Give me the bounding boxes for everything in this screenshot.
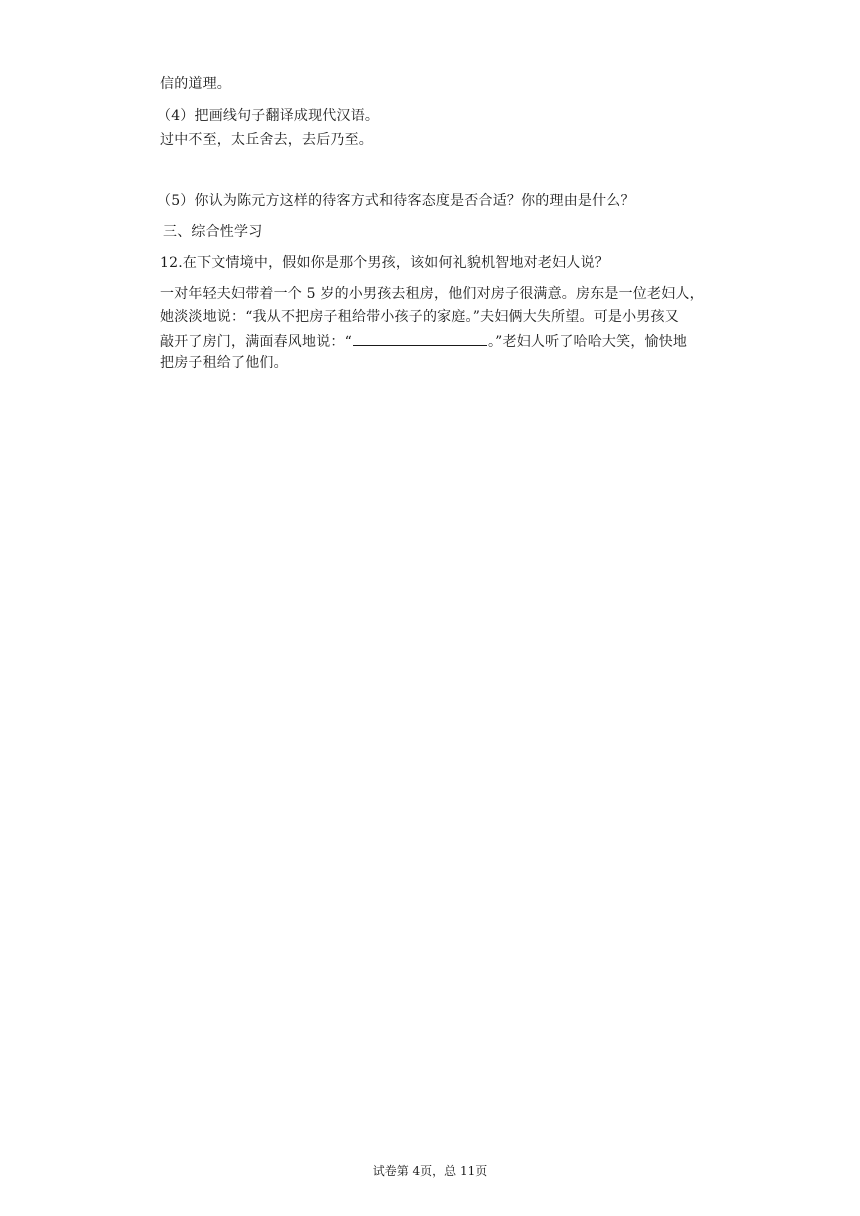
paragraph-line-1: 一对年轻夫妇带着一个 5 岁的小男孩去租房，他们对房子很满意。房东是一位老妇人，	[160, 286, 704, 302]
answer-blank[interactable]	[353, 331, 487, 346]
paragraph-line-3-after: 。”老妇人听了哈哈大笑，愉快地	[487, 334, 688, 350]
question-4-sentence: 过中不至，太丘舍去，去后乃至。	[160, 132, 373, 148]
paragraph-line-4: 把房子租给了他们。	[160, 355, 288, 371]
question-4: （4）把画线句子翻译成现代汉语。	[157, 108, 380, 124]
paragraph-line-3	[160, 331, 687, 351]
paragraph-line-2: 她淡淡地说：“我从不把房子租给带小孩子的家庭。”夫妇俩大失所望。可是小男孩又	[160, 309, 679, 325]
paragraph-line-3-before: 敲开了房门，满面春风地说：“	[160, 334, 352, 350]
section-3-heading: 三、综合性学习	[163, 224, 263, 240]
question-5: （5）你认为陈元方这样的待客方式和待客态度是否合适？你的理由是什么？	[157, 193, 635, 209]
text-line-continuation: 信的道理。	[160, 76, 231, 92]
page-footer: 试卷第 4页，总 11页	[372, 1164, 488, 1178]
question-12: 12.在下文情境中，假如你是那个男孩，该如何礼貌机智地对老妇人说？	[160, 255, 609, 271]
